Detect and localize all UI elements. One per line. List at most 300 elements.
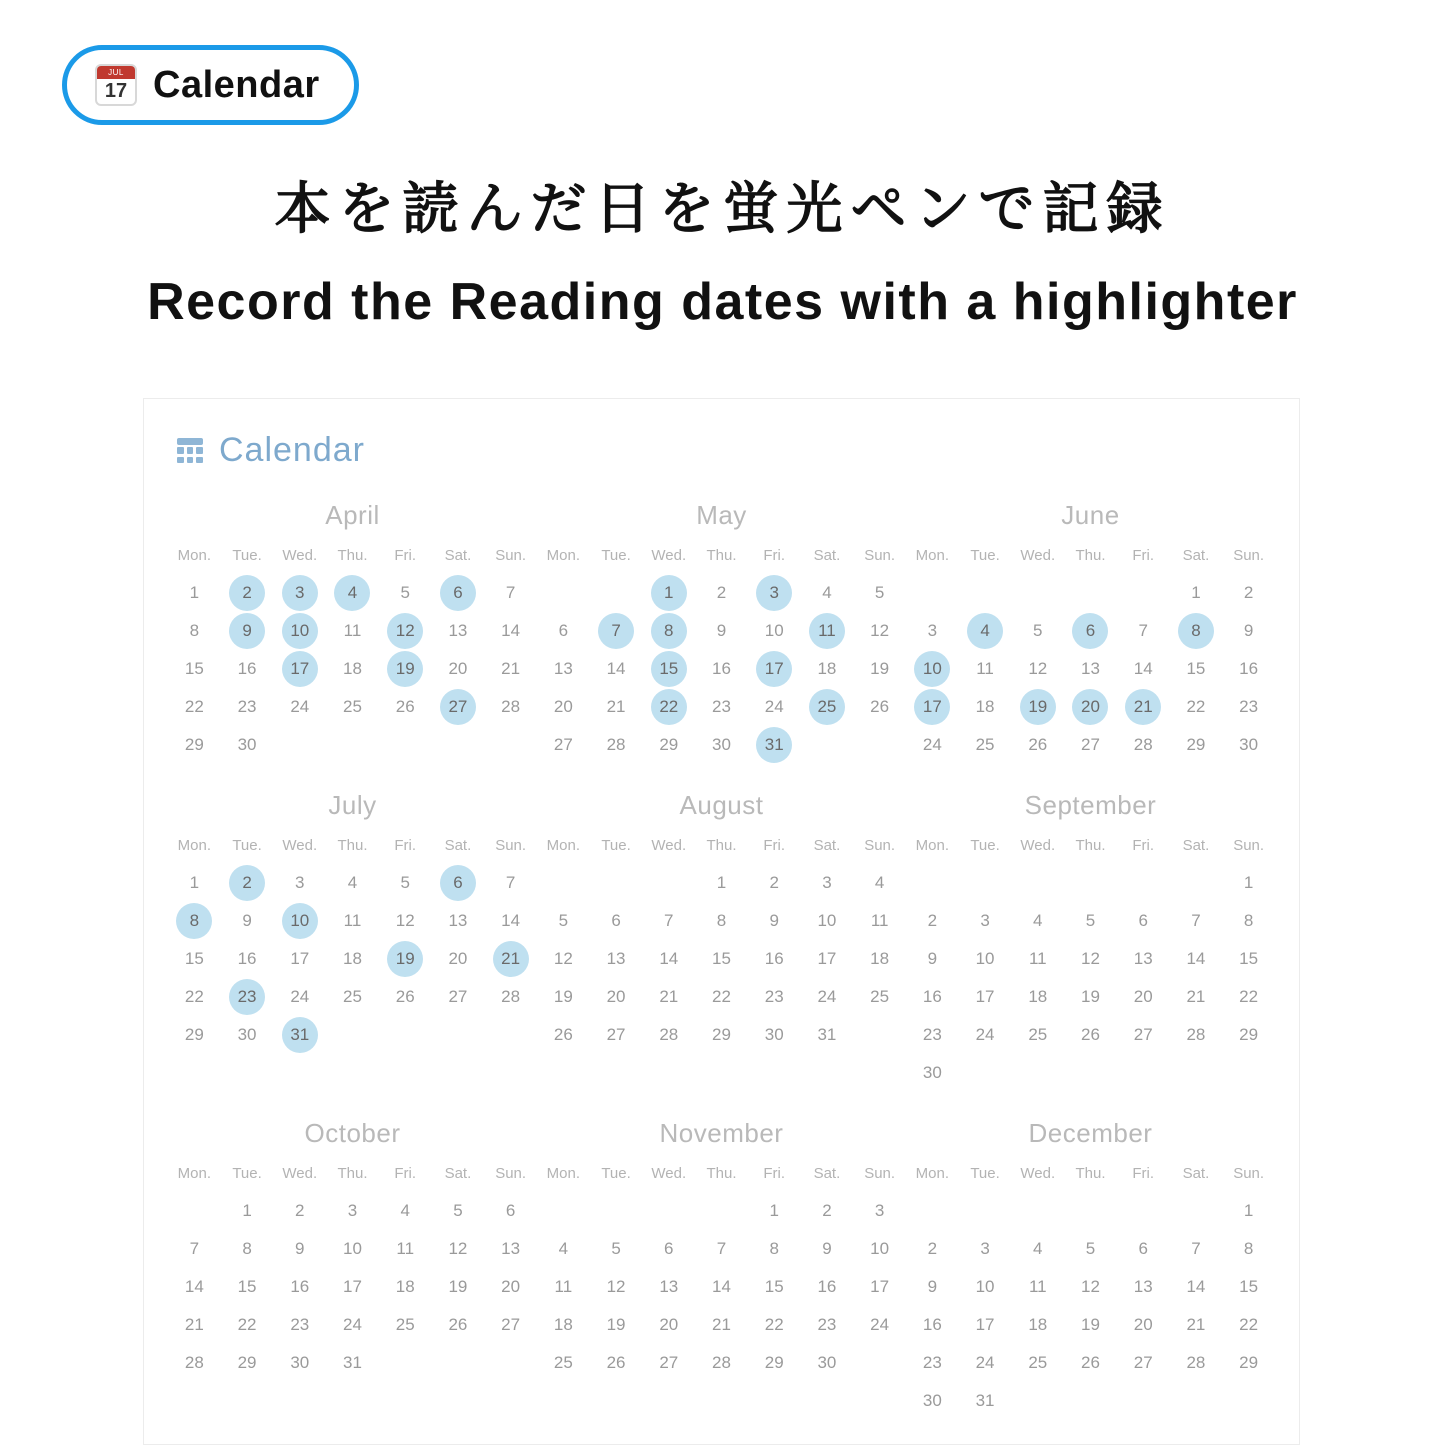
day-cell[interactable]: 8 bbox=[651, 613, 687, 649]
day-cell[interactable]: 31 bbox=[343, 1353, 362, 1372]
day-cell[interactable]: 22 bbox=[764, 1315, 784, 1334]
day-cell[interactable]: 14 bbox=[501, 621, 521, 640]
day-cell[interactable]: 19 bbox=[387, 651, 423, 687]
day-cell[interactable]: 22 bbox=[184, 697, 204, 716]
day-cell[interactable]: 18 bbox=[1028, 987, 1048, 1006]
day-cell[interactable]: 9 bbox=[242, 911, 252, 930]
day-cell[interactable]: 7 bbox=[716, 1239, 727, 1258]
day-cell[interactable]: 20 bbox=[1072, 689, 1108, 725]
day-cell[interactable]: 12 bbox=[606, 1277, 626, 1296]
day-cell[interactable]: 23 bbox=[764, 987, 784, 1006]
day-cell[interactable]: 27 bbox=[553, 735, 573, 754]
day-cell[interactable]: 11 bbox=[396, 1239, 415, 1258]
day-cell[interactable]: 15 bbox=[184, 949, 204, 968]
day-cell[interactable]: 26 bbox=[1081, 1353, 1100, 1372]
day-cell[interactable]: 28 bbox=[501, 697, 521, 716]
day-cell[interactable]: 28 bbox=[1186, 1353, 1206, 1372]
day-cell[interactable]: 13 bbox=[1133, 1277, 1153, 1296]
day-cell[interactable]: 16 bbox=[290, 1277, 310, 1296]
day-cell[interactable]: 22 bbox=[237, 1315, 257, 1334]
day-cell[interactable]: 17 bbox=[817, 949, 837, 968]
day-cell[interactable]: 19 bbox=[553, 987, 573, 1006]
day-cell[interactable]: 4 bbox=[874, 873, 885, 892]
day-cell[interactable]: 2 bbox=[822, 1201, 832, 1220]
day-cell[interactable]: 9 bbox=[229, 613, 265, 649]
day-cell-empty bbox=[1072, 1383, 1108, 1419]
day-cell[interactable]: 24 bbox=[817, 987, 837, 1006]
weekday-label: Thu. bbox=[706, 547, 737, 564]
day-cell[interactable]: 28 bbox=[712, 1353, 731, 1372]
day-cell[interactable]: 17 bbox=[914, 689, 950, 725]
day-cell[interactable]: 21 bbox=[493, 941, 529, 977]
day-cell[interactable]: 24 bbox=[870, 1315, 890, 1334]
day-cell[interactable]: 30 bbox=[922, 1063, 942, 1082]
day-cell[interactable]: 23 bbox=[229, 979, 265, 1015]
day-cell[interactable]: 1 bbox=[1243, 873, 1254, 892]
day-cell[interactable]: 18 bbox=[975, 697, 995, 716]
day-cell[interactable]: 17 bbox=[282, 651, 318, 687]
day-cell[interactable]: 29 bbox=[184, 1025, 204, 1044]
day-cell[interactable]: 25 bbox=[343, 987, 362, 1006]
day-cell[interactable]: 20 bbox=[501, 1277, 521, 1296]
day-cell[interactable]: 14 bbox=[659, 949, 679, 968]
day-cell[interactable]: 7 bbox=[505, 873, 516, 892]
months-grid bbox=[144, 470, 1299, 1445]
day-cell[interactable]: 30 bbox=[237, 1025, 257, 1044]
day-cell[interactable]: 24 bbox=[975, 1025, 995, 1044]
day-cell[interactable]: 1 bbox=[189, 873, 200, 892]
day-cell[interactable]: 26 bbox=[1028, 735, 1048, 754]
day-cell[interactable]: 23 bbox=[1239, 697, 1259, 716]
weekday-label: Wed. bbox=[1020, 837, 1056, 854]
day-cell[interactable]: 9 bbox=[927, 1277, 938, 1296]
day-cell[interactable]: 7 bbox=[1191, 911, 1201, 930]
day-cell[interactable]: 28 bbox=[1133, 735, 1153, 754]
day-cell[interactable]: 13 bbox=[1081, 659, 1100, 678]
day-cell[interactable]: 12 bbox=[395, 911, 415, 930]
calendar-grid-icon bbox=[177, 438, 203, 463]
day-cell[interactable]: 21 bbox=[184, 1315, 204, 1334]
day-cell[interactable]: 3 bbox=[295, 873, 305, 892]
weekday-label: Fri. bbox=[1132, 837, 1155, 854]
week-row bbox=[168, 574, 537, 612]
day-cell[interactable]: 10 bbox=[343, 1239, 362, 1258]
day-cell[interactable]: 2 bbox=[927, 1239, 938, 1258]
day-cell[interactable]: 4 bbox=[967, 613, 1003, 649]
day-cell[interactable]: 17 bbox=[975, 987, 995, 1006]
day-cell[interactable]: 8 bbox=[176, 903, 212, 939]
day-cell[interactable]: 9 bbox=[1243, 621, 1254, 640]
day-cell[interactable]: 1 bbox=[1191, 583, 1201, 602]
day-cell[interactable]: 8 bbox=[769, 1239, 779, 1258]
day-cell[interactable]: 9 bbox=[295, 1239, 305, 1258]
day-cell[interactable]: 15 bbox=[764, 1277, 784, 1296]
day-cell[interactable]: 27 bbox=[659, 1353, 679, 1372]
weekday-label: Tue. bbox=[232, 837, 262, 854]
day-cell[interactable]: 13 bbox=[448, 911, 468, 930]
day-cell[interactable]: 15 bbox=[184, 659, 204, 678]
day-cell[interactable]: 28 bbox=[659, 1025, 679, 1044]
day-cell[interactable]: 5 bbox=[1033, 621, 1043, 640]
day-cell[interactable]: 5 bbox=[874, 583, 885, 602]
day-cell[interactable]: 17 bbox=[290, 949, 310, 968]
day-cell[interactable]: 3 bbox=[980, 1239, 990, 1258]
day-cell[interactable]: 3 bbox=[822, 873, 832, 892]
day-cell[interactable]: 30 bbox=[237, 735, 257, 754]
day-cell[interactable]: 12 bbox=[870, 621, 890, 640]
day-cell[interactable]: 17 bbox=[343, 1277, 362, 1296]
day-cell[interactable]: 26 bbox=[448, 1315, 468, 1334]
day-cell[interactable]: 31 bbox=[817, 1025, 837, 1044]
day-cell[interactable]: 29 bbox=[1186, 735, 1206, 754]
day-cell[interactable]: 26 bbox=[395, 697, 415, 716]
day-cell[interactable]: 22 bbox=[651, 689, 687, 725]
day-cell[interactable]: 11 bbox=[809, 613, 845, 649]
day-cell[interactable]: 10 bbox=[282, 613, 318, 649]
day-cell[interactable]: 19 bbox=[387, 941, 423, 977]
day-cell[interactable]: 16 bbox=[237, 659, 257, 678]
day-cell[interactable]: 23 bbox=[922, 1025, 942, 1044]
day-cell[interactable]: 6 bbox=[1072, 613, 1108, 649]
day-cell[interactable]: 28 bbox=[606, 735, 626, 754]
day-cell[interactable]: 12 bbox=[553, 949, 573, 968]
day-cell[interactable]: 13 bbox=[659, 1277, 679, 1296]
day-cell[interactable]: 22 bbox=[184, 987, 204, 1006]
weekday-label: Wed. bbox=[282, 1165, 318, 1182]
day-cell[interactable]: 24 bbox=[764, 697, 784, 716]
day-cell[interactable]: 27 bbox=[1133, 1353, 1153, 1372]
day-cell[interactable]: 24 bbox=[290, 987, 310, 1006]
day-cell[interactable]: 3 bbox=[980, 911, 990, 930]
day-cell[interactable]: 10 bbox=[817, 911, 837, 930]
day-cell[interactable]: 23 bbox=[712, 697, 731, 716]
weekday-header-row bbox=[168, 547, 537, 574]
day-cell-empty bbox=[387, 1345, 423, 1381]
day-cell[interactable]: 25 bbox=[553, 1353, 573, 1372]
day-cell[interactable]: 28 bbox=[1186, 1025, 1206, 1044]
day-cell[interactable]: 19 bbox=[1020, 689, 1056, 725]
day-cell[interactable]: 29 bbox=[1239, 1353, 1259, 1372]
day-cell[interactable]: 6 bbox=[440, 865, 476, 901]
day-cell[interactable]: 5 bbox=[558, 911, 569, 930]
day-cell[interactable]: 1 bbox=[189, 583, 200, 602]
day-cell[interactable]: 18 bbox=[1028, 1315, 1048, 1334]
day-cell[interactable]: 11 bbox=[1028, 1277, 1047, 1296]
day-cell[interactable]: 11 bbox=[870, 911, 889, 930]
day-cell[interactable]: 28 bbox=[184, 1353, 204, 1372]
day-cell[interactable]: 12 bbox=[1028, 659, 1048, 678]
day-cell-empty bbox=[387, 727, 423, 763]
day-cell[interactable]: 7 bbox=[664, 911, 674, 930]
day-cell[interactable]: 24 bbox=[290, 697, 310, 716]
day-cell[interactable]: 18 bbox=[553, 1315, 573, 1334]
day-cell[interactable]: 2 bbox=[229, 575, 265, 611]
day-cell[interactable]: 24 bbox=[975, 1353, 995, 1372]
day-cell[interactable]: 15 bbox=[237, 1277, 257, 1296]
day-cell[interactable]: 30 bbox=[290, 1353, 310, 1372]
day-cell[interactable]: 11 bbox=[343, 621, 362, 640]
day-cell[interactable]: 26 bbox=[395, 987, 415, 1006]
day-cell[interactable]: 4 bbox=[1033, 1239, 1043, 1258]
day-cell[interactable]: 18 bbox=[870, 949, 890, 968]
day-cell[interactable]: 15 bbox=[1239, 1277, 1259, 1296]
day-cell[interactable]: 3 bbox=[927, 621, 938, 640]
day-cell[interactable]: 8 bbox=[1243, 1239, 1254, 1258]
day-cell[interactable]: 10 bbox=[282, 903, 318, 939]
day-cell[interactable]: 27 bbox=[440, 689, 476, 725]
day-cell[interactable]: 13 bbox=[1133, 949, 1153, 968]
day-cell[interactable]: 24 bbox=[922, 735, 942, 754]
weekday-label: Wed. bbox=[651, 547, 687, 564]
day-cell[interactable]: 15 bbox=[1239, 949, 1259, 968]
day-cell[interactable]: 3 bbox=[282, 575, 318, 611]
day-cell[interactable]: 6 bbox=[1138, 911, 1148, 930]
day-cell[interactable]: 25 bbox=[1028, 1353, 1048, 1372]
day-cell[interactable]: 6 bbox=[440, 575, 476, 611]
day-cell[interactable]: 6 bbox=[558, 621, 569, 640]
day-cell[interactable]: 18 bbox=[395, 1277, 415, 1296]
day-cell[interactable]: 30 bbox=[922, 1391, 942, 1410]
day-cell[interactable]: 11 bbox=[343, 911, 362, 930]
day-cell[interactable]: 25 bbox=[343, 697, 362, 716]
day-cell[interactable]: 27 bbox=[606, 1025, 626, 1044]
day-cell[interactable]: 21 bbox=[712, 1315, 731, 1334]
day-cell[interactable]: 15 bbox=[712, 949, 731, 968]
day-cell[interactable]: 13 bbox=[606, 949, 626, 968]
day-cell[interactable]: 22 bbox=[1186, 697, 1206, 716]
day-cell[interactable]: 22 bbox=[1239, 1315, 1259, 1334]
day-cell[interactable]: 6 bbox=[505, 1201, 516, 1220]
day-cell[interactable]: 30 bbox=[712, 735, 731, 754]
day-cell[interactable]: 27 bbox=[501, 1315, 521, 1334]
day-cell[interactable]: 10 bbox=[975, 949, 995, 968]
day-cell[interactable]: 2 bbox=[229, 865, 265, 901]
day-cell[interactable]: 22 bbox=[712, 987, 731, 1006]
day-cell[interactable]: 30 bbox=[1239, 735, 1259, 754]
day-cell[interactable]: 16 bbox=[922, 1315, 942, 1334]
day-cell[interactable]: 7 bbox=[189, 1239, 200, 1258]
day-cell[interactable]: 2 bbox=[295, 1201, 305, 1220]
day-cell[interactable]: 6 bbox=[1138, 1239, 1148, 1258]
day-cell[interactable]: 21 bbox=[659, 987, 679, 1006]
day-cell[interactable]: 20 bbox=[553, 697, 573, 716]
day-cell[interactable]: 16 bbox=[712, 659, 731, 678]
day-cell[interactable]: 20 bbox=[1133, 1315, 1153, 1334]
day-cell[interactable]: 29 bbox=[712, 1025, 731, 1044]
day-cell[interactable]: 8 bbox=[1243, 911, 1254, 930]
day-cell[interactable]: 23 bbox=[817, 1315, 837, 1334]
day-cell[interactable]: 15 bbox=[651, 651, 687, 687]
day-cell[interactable]: 4 bbox=[400, 1201, 410, 1220]
day-cell-empty bbox=[1072, 1193, 1108, 1229]
day-cell[interactable]: 1 bbox=[769, 1201, 779, 1220]
day-cell[interactable]: 27 bbox=[1133, 1025, 1153, 1044]
day-cell[interactable]: 2 bbox=[1243, 583, 1254, 602]
day-cell[interactable]: 5 bbox=[611, 1239, 621, 1258]
day-cell[interactable]: 29 bbox=[764, 1353, 784, 1372]
day-cell[interactable]: 8 bbox=[716, 911, 727, 930]
day-cell[interactable]: 4 bbox=[347, 873, 358, 892]
day-cell[interactable]: 20 bbox=[448, 659, 468, 678]
day-cell[interactable]: 1 bbox=[242, 1201, 252, 1220]
day-cell[interactable]: 28 bbox=[501, 987, 521, 1006]
day-cell[interactable]: 1 bbox=[651, 575, 687, 611]
day-cell[interactable]: 30 bbox=[764, 1025, 784, 1044]
day-cell[interactable]: 31 bbox=[756, 727, 792, 763]
day-cell[interactable]: 3 bbox=[347, 1201, 358, 1220]
day-cell[interactable]: 17 bbox=[975, 1315, 995, 1334]
calendar-badge[interactable] bbox=[62, 45, 359, 125]
day-cell[interactable]: 9 bbox=[716, 621, 727, 640]
day-cell[interactable]: 13 bbox=[553, 659, 573, 678]
day-cell[interactable]: 30 bbox=[817, 1353, 837, 1372]
day-cell[interactable]: 7 bbox=[598, 613, 634, 649]
day-cell[interactable]: 12 bbox=[387, 613, 423, 649]
day-cell[interactable]: 19 bbox=[870, 659, 890, 678]
day-cell[interactable]: 7 bbox=[505, 583, 516, 602]
day-cell[interactable]: 14 bbox=[1186, 949, 1206, 968]
day-cell[interactable]: 14 bbox=[1186, 1277, 1206, 1296]
day-cell[interactable]: 29 bbox=[1239, 1025, 1259, 1044]
day-cell[interactable]: 25 bbox=[809, 689, 845, 725]
day-cell[interactable]: 20 bbox=[448, 949, 468, 968]
day-cell[interactable]: 26 bbox=[870, 697, 890, 716]
day-cell[interactable]: 12 bbox=[1081, 1277, 1100, 1296]
day-cell[interactable]: 20 bbox=[659, 1315, 679, 1334]
day-cell[interactable]: 4 bbox=[1033, 911, 1043, 930]
day-cell[interactable]: 20 bbox=[606, 987, 626, 1006]
day-cell[interactable]: 25 bbox=[395, 1315, 415, 1334]
day-cell[interactable]: 8 bbox=[189, 621, 200, 640]
day-cell[interactable]: 4 bbox=[558, 1239, 569, 1258]
day-cell[interactable]: 3 bbox=[874, 1201, 885, 1220]
week-row bbox=[537, 864, 906, 902]
day-cell[interactable]: 27 bbox=[1081, 735, 1100, 754]
day-cell[interactable]: 11 bbox=[1028, 949, 1047, 968]
day-cell[interactable]: 2 bbox=[769, 873, 779, 892]
day-cell[interactable]: 25 bbox=[975, 735, 995, 754]
day-cell[interactable]: 16 bbox=[764, 949, 784, 968]
day-cell-empty bbox=[1125, 1055, 1161, 1091]
day-cell[interactable]: 13 bbox=[501, 1239, 521, 1258]
day-cell[interactable]: 14 bbox=[606, 659, 626, 678]
day-cell[interactable]: 7 bbox=[1191, 1239, 1201, 1258]
day-cell[interactable]: 20 bbox=[1133, 987, 1153, 1006]
day-cell[interactable]: 11 bbox=[976, 659, 994, 678]
day-cell[interactable]: 2 bbox=[927, 911, 938, 930]
day-cell[interactable]: 14 bbox=[184, 1277, 204, 1296]
day-cell-empty bbox=[440, 1345, 476, 1381]
weekday-label: Thu. bbox=[337, 1165, 368, 1182]
day-cell[interactable]: 7 bbox=[1138, 621, 1148, 640]
day-cell[interactable]: 26 bbox=[553, 1025, 573, 1044]
day-cell[interactable]: 21 bbox=[1125, 689, 1161, 725]
day-cell[interactable]: 16 bbox=[237, 949, 257, 968]
day-cell[interactable]: 21 bbox=[501, 659, 521, 678]
day-cell[interactable]: 31 bbox=[975, 1391, 995, 1410]
day-cell[interactable]: 17 bbox=[756, 651, 792, 687]
day-cell[interactable]: 9 bbox=[769, 911, 779, 930]
day-cell[interactable]: 27 bbox=[448, 987, 468, 1006]
day-cell[interactable]: 31 bbox=[282, 1017, 318, 1053]
week-row bbox=[168, 1016, 537, 1054]
day-cell[interactable]: 12 bbox=[448, 1239, 468, 1258]
day-cell[interactable]: 16 bbox=[922, 987, 942, 1006]
day-cell[interactable]: 11 bbox=[554, 1277, 573, 1296]
day-cell[interactable]: 2 bbox=[716, 583, 727, 602]
day-cell[interactable]: 9 bbox=[822, 1239, 832, 1258]
day-cell[interactable]: 6 bbox=[664, 1239, 674, 1258]
day-cell[interactable]: 10 bbox=[764, 621, 784, 640]
day-cell[interactable]: 21 bbox=[606, 697, 626, 716]
day-cell[interactable]: 5 bbox=[453, 1201, 463, 1220]
day-cell[interactable]: 19 bbox=[606, 1315, 626, 1334]
day-cell[interactable]: 18 bbox=[817, 659, 837, 678]
day-cell[interactable]: 24 bbox=[343, 1315, 362, 1334]
day-cell[interactable]: 5 bbox=[1085, 911, 1096, 930]
day-cell[interactable]: 12 bbox=[1081, 949, 1100, 968]
day-cell[interactable]: 5 bbox=[400, 873, 410, 892]
day-cell[interactable]: 17 bbox=[870, 1277, 890, 1296]
day-cell[interactable]: 4 bbox=[822, 583, 832, 602]
day-cell[interactable]: 25 bbox=[870, 987, 890, 1006]
day-cell[interactable]: 6 bbox=[611, 911, 621, 930]
day-cell[interactable]: 4 bbox=[334, 575, 370, 611]
day-cell[interactable]: 1 bbox=[1243, 1201, 1254, 1220]
day-cell[interactable]: 5 bbox=[1085, 1239, 1096, 1258]
day-cell[interactable]: 13 bbox=[448, 621, 468, 640]
day-cell[interactable]: 19 bbox=[1081, 987, 1100, 1006]
day-cell[interactable]: 10 bbox=[870, 1239, 890, 1258]
day-cell[interactable]: 19 bbox=[448, 1277, 468, 1296]
day-cell[interactable]: 8 bbox=[242, 1239, 252, 1258]
day-cell[interactable]: 19 bbox=[1081, 1315, 1100, 1334]
weekday-label: Tue. bbox=[601, 1165, 631, 1182]
day-cell[interactable]: 16 bbox=[817, 1277, 837, 1296]
day-cell[interactable]: 23 bbox=[237, 697, 257, 716]
day-cell[interactable]: 5 bbox=[400, 583, 410, 602]
day-cell[interactable]: 29 bbox=[237, 1353, 257, 1372]
day-cell[interactable]: 29 bbox=[659, 735, 679, 754]
day-cell[interactable]: 26 bbox=[606, 1353, 626, 1372]
day-cell[interactable]: 26 bbox=[1081, 1025, 1100, 1044]
day-cell[interactable]: 22 bbox=[1239, 987, 1259, 1006]
week-row bbox=[906, 1306, 1275, 1344]
day-cell[interactable]: 18 bbox=[343, 949, 362, 968]
day-cell[interactable]: 8 bbox=[1178, 613, 1214, 649]
weekday-label: Mon. bbox=[177, 837, 212, 854]
day-cell[interactable]: 14 bbox=[712, 1277, 731, 1296]
day-cell[interactable]: 9 bbox=[927, 949, 938, 968]
day-cell[interactable]: 14 bbox=[1133, 659, 1153, 678]
day-cell[interactable]: 29 bbox=[184, 735, 204, 754]
day-cell[interactable]: 21 bbox=[1186, 987, 1206, 1006]
calendar-icon bbox=[95, 64, 137, 106]
day-cell[interactable]: 1 bbox=[716, 873, 727, 892]
day-cell[interactable]: 15 bbox=[1186, 659, 1206, 678]
day-cell[interactable]: 23 bbox=[290, 1315, 310, 1334]
day-cell[interactable]: 25 bbox=[1028, 1025, 1048, 1044]
day-cell[interactable]: 10 bbox=[975, 1277, 995, 1296]
day-cell[interactable]: 23 bbox=[922, 1353, 942, 1372]
day-cell-empty bbox=[1072, 575, 1108, 611]
day-cell[interactable]: 10 bbox=[914, 651, 950, 687]
day-cell[interactable]: 21 bbox=[1186, 1315, 1206, 1334]
day-cell[interactable]: 14 bbox=[501, 911, 521, 930]
day-cell[interactable]: 18 bbox=[343, 659, 362, 678]
day-cell[interactable]: 16 bbox=[1239, 659, 1259, 678]
day-cell[interactable]: 3 bbox=[756, 575, 792, 611]
